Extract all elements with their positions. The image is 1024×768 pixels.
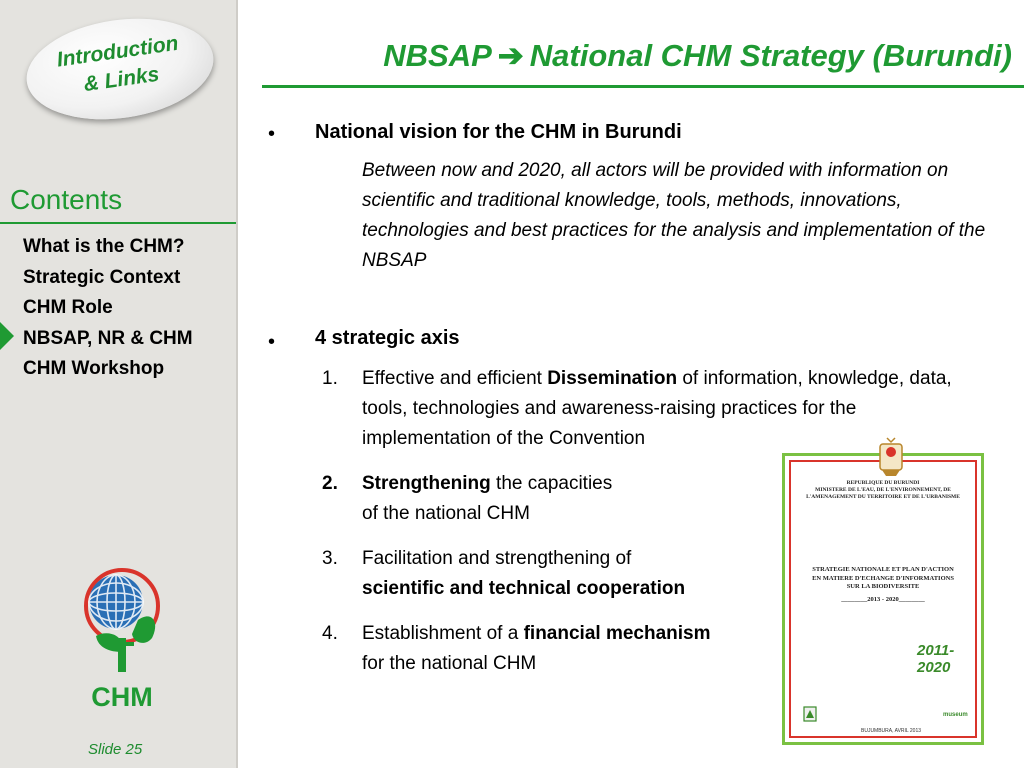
vision-text: Between now and 2020, all actors will be provided with information on scientific and traditional knowledge, tools, methods, innovations, technologies and best practices for the analysis and implementation of the NBSAP <box>362 160 986 271</box>
item-bold: Dissemination <box>547 368 678 389</box>
slide-number: Slide 25 <box>88 741 143 758</box>
contents-nav <box>23 232 193 385</box>
item-number: 1. <box>322 368 338 389</box>
strategy-document-cover <box>782 453 984 745</box>
axis-heading: 4 strategic axis <box>315 327 460 349</box>
introduction-links-label <box>23 25 217 107</box>
item-number: 2. <box>322 473 338 494</box>
list-item <box>322 364 962 454</box>
museum-logo: museum <box>943 712 968 718</box>
item-bold: Strengthening <box>362 473 491 494</box>
nav-item-chm-role[interactable]: CHM Role <box>23 297 113 318</box>
item-text: of information, knowledge, data, tools, technologies and awareness-raising practices for the implementation of the Convention <box>362 368 952 449</box>
introduction-links-button[interactable] <box>20 7 220 130</box>
document-header-line: REPUBLIQUE DU BURUNDI <box>846 480 920 486</box>
document-header-line: L'AMENAGEMENT DU TERRITOIRE ET DE L'URBANISME <box>806 494 960 500</box>
document-title-line: EN MATIERE D'ECHANGE D'INFORMATIONS <box>812 574 954 582</box>
intro-line-1: Introduction <box>55 31 180 72</box>
chm-globe-icon <box>80 560 164 720</box>
bullet-icon: • <box>268 331 276 353</box>
vision-heading: National vision for the CHM in Burundi <box>315 121 682 143</box>
document-header-line: MINISTERE DE L'EAU, DE L'ENVIRONNEMENT, DE <box>815 487 951 493</box>
title-nbsap: NBSAP <box>383 38 492 73</box>
nav-item-strategic-context[interactable]: Strategic Context <box>23 266 181 288</box>
item-bold: financial mechanism <box>523 623 711 644</box>
nav-item-chm-workshop[interactable]: CHM Workshop <box>23 358 165 379</box>
item-text: Establishment of a <box>362 623 524 644</box>
item-number: 3. <box>322 548 338 569</box>
intro-line-2: & Links <box>82 62 161 97</box>
bullet-icon: • <box>268 123 276 145</box>
contents-heading: Contents <box>10 184 123 215</box>
ministry-emblem-icon <box>803 706 817 722</box>
document-period: ________2013 - 2020________ <box>841 595 925 603</box>
document-footer: BUJUMBURA, AVRIL 2013 <box>861 728 922 734</box>
document-title-line: STRATEGIE NATIONALE ET PLAN D'ACTION <box>812 566 954 573</box>
decade-logo: 2011-2020 <box>917 642 955 676</box>
chm-logo-text: CHM <box>91 682 153 712</box>
right-arrow-icon: ➔ <box>497 38 524 73</box>
title-strategy: National CHM Strategy (Burundi) <box>529 38 1012 73</box>
item-number: 4. <box>322 623 338 644</box>
item-bold: scientific and technical cooperation <box>362 578 686 599</box>
nav-item-what-is-chm[interactable]: What is the CHM? <box>23 236 185 257</box>
sidebar <box>0 0 238 768</box>
slide-title <box>383 38 1012 74</box>
item-text: for the national CHM <box>362 653 537 674</box>
item-text: Effective and efficient <box>362 368 548 389</box>
item-text: of the national CHM <box>362 503 530 524</box>
contents-divider <box>0 222 238 224</box>
document-title-line: SUR LA BIODIVERSITE <box>846 583 920 590</box>
document-header <box>791 480 975 501</box>
chm-logo <box>80 560 164 720</box>
item-text: the capacities <box>490 473 613 494</box>
nav-item-nbsap-nr-chm[interactable]: NBSAP, NR & CHM <box>23 327 193 349</box>
document-title <box>791 566 975 604</box>
item-text: Facilitation and strengthening of <box>362 548 632 569</box>
burundi-emblem-icon <box>876 436 906 478</box>
title-underline <box>262 85 1024 88</box>
document-border <box>789 460 977 738</box>
current-section-arrow-icon <box>0 322 14 350</box>
